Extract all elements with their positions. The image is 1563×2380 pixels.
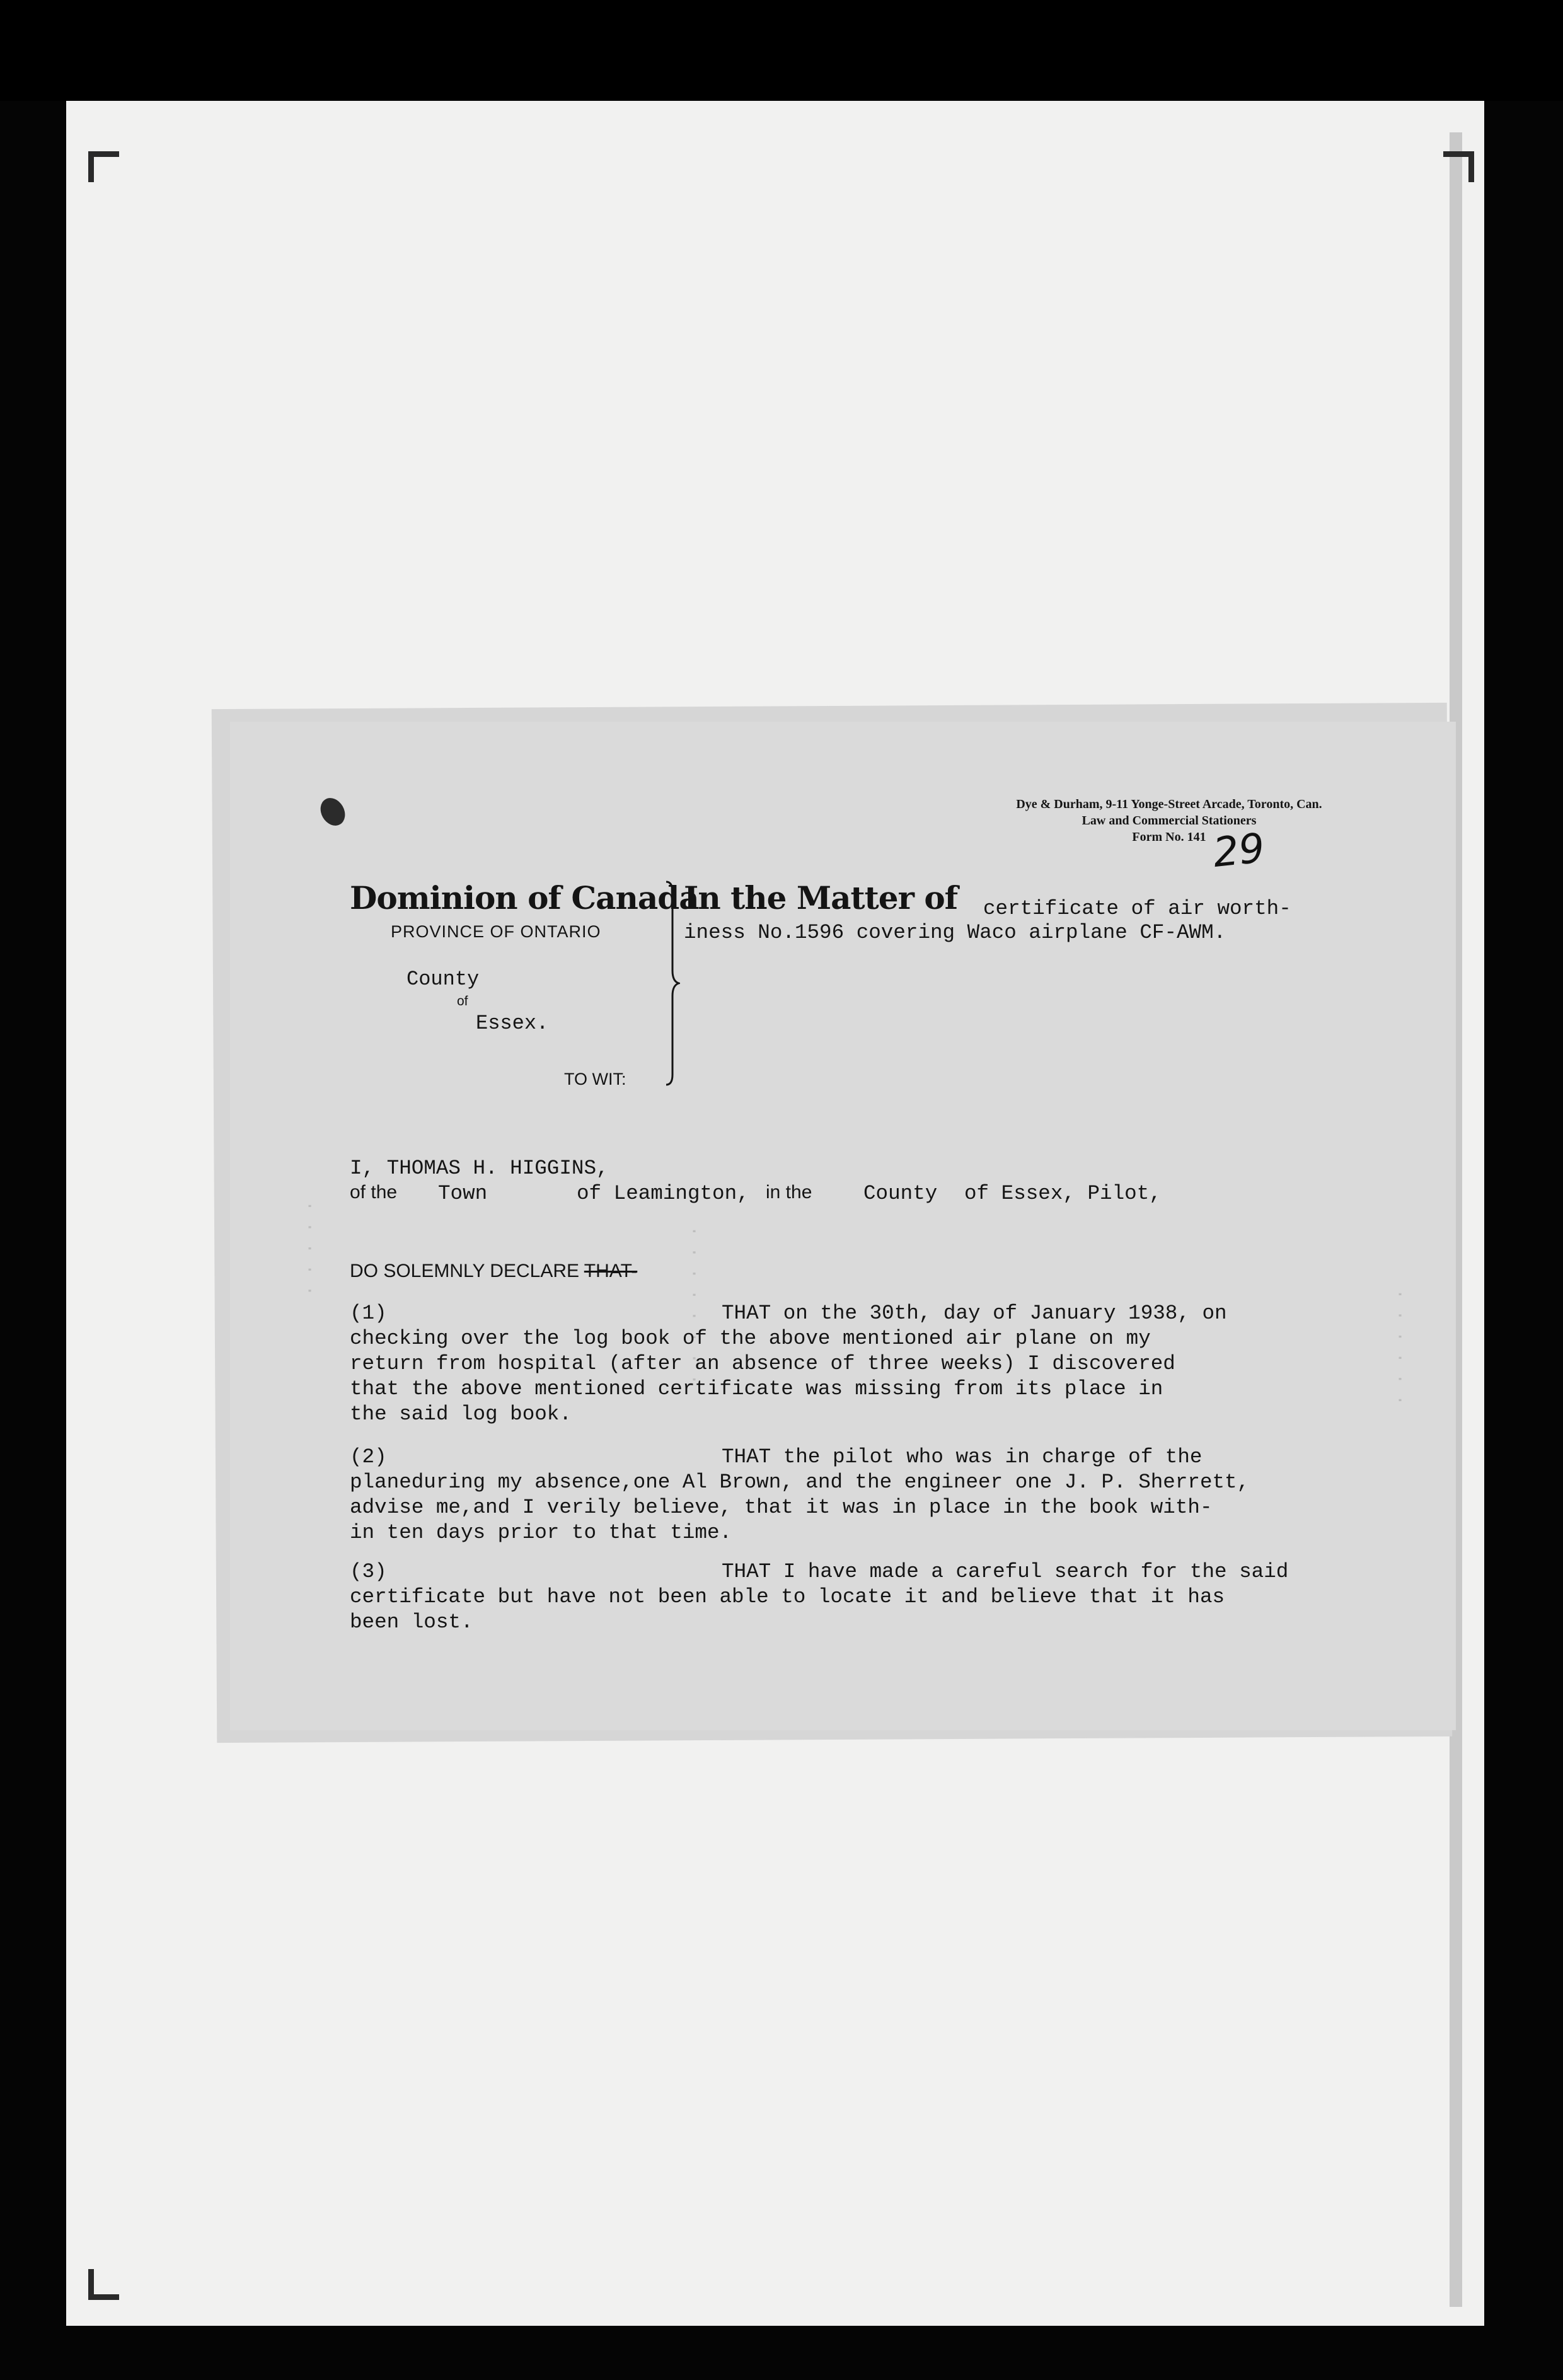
county-name: Essex. (476, 1012, 549, 1035)
paragraph-line: planeduring my absence,one Al Brown, and the engineer one J. P. Sherrett, (350, 1470, 1250, 1494)
declare-text: DO SOLEMNLY DECLARE (350, 1261, 584, 1281)
of-label: of (457, 994, 468, 1008)
declaration-form (230, 722, 1456, 1730)
province-label: PROVINCE OF ONTARIO (391, 922, 601, 941)
in-the-label: in the (766, 1182, 812, 1203)
paragraph-line: in ten days prior to that time. (350, 1521, 732, 1544)
declarant-name: I, THOMAS H. HIGGINS, (350, 1157, 609, 1180)
printer-line: Dye & Durham, 9-11 Yonge-Street Arcade, Toronto, Can. (1016, 797, 1322, 811)
matter-heading: In the Matter of (684, 879, 958, 916)
staple-mark (316, 794, 350, 830)
declaration-heading (350, 1261, 637, 1282)
paragraph-first-line: THAT I have made a careful search for the said (722, 1560, 1289, 1583)
county-label: County (407, 968, 480, 991)
crop-mark-bottom-left (88, 2269, 119, 2300)
paragraph-number: (1) (350, 1302, 387, 1325)
paragraph-first-line: THAT the pilot who was in charge of the (722, 1445, 1203, 1469)
paragraph-line: been lost. (350, 1610, 473, 1634)
paragraph-number: (3) (350, 1560, 387, 1583)
folio-number: 29 (1211, 824, 1267, 877)
printer-imprint (923, 796, 1415, 845)
paragraph-line: checking over the log book of the above mentioned air plane on my (350, 1327, 1151, 1350)
paragraph-line: the said log book. (350, 1402, 572, 1426)
matter-text-line: certificate of air worth- (983, 897, 1291, 920)
county-label-inline: County (863, 1182, 938, 1205)
crop-mark-top-left (88, 151, 119, 182)
town-label: Town (438, 1182, 488, 1205)
county-value-inline: of Essex, Pilot, (964, 1182, 1162, 1205)
bleed-through-text: · · · · · · (1390, 1289, 1409, 1406)
town-value: of Leamington, (577, 1182, 749, 1205)
paragraph-number: (2) (350, 1445, 387, 1469)
paragraph-first-line: THAT on the 30th, day of January 1938, on (722, 1302, 1227, 1325)
curly-brace (665, 879, 680, 1087)
declare-struck-text: THAT- (584, 1261, 638, 1281)
matter-text-line: iness No.1596 covering Waco airplane CF-AWM. (684, 921, 1226, 944)
bleed-through-text: · · · · · (299, 1201, 319, 1297)
dominion-title: Dominion of Canada (350, 879, 699, 916)
paragraph-line: advise me,and I verily believe, that it was in place in the book with- (350, 1496, 1213, 1519)
paragraph-line: return from hospital (after an absence of three weeks) I discovered (350, 1352, 1175, 1375)
of-the-label: of the (350, 1182, 398, 1203)
crop-mark-top-right (1443, 151, 1474, 182)
printer-line: Form No. 141 (1132, 830, 1206, 844)
film-edge (0, 0, 1563, 101)
to-wit-label: TO WIT: (564, 1070, 626, 1089)
paragraph-line: that the above mentioned certificate was missing from its place in (350, 1377, 1163, 1401)
paragraph-line: certificate but have not been able to locate it and believe that it has (350, 1585, 1225, 1609)
printer-line: Law and Commercial Stationers (1081, 814, 1257, 828)
bleed-through-text: · · · · · · · · (684, 1226, 703, 1385)
